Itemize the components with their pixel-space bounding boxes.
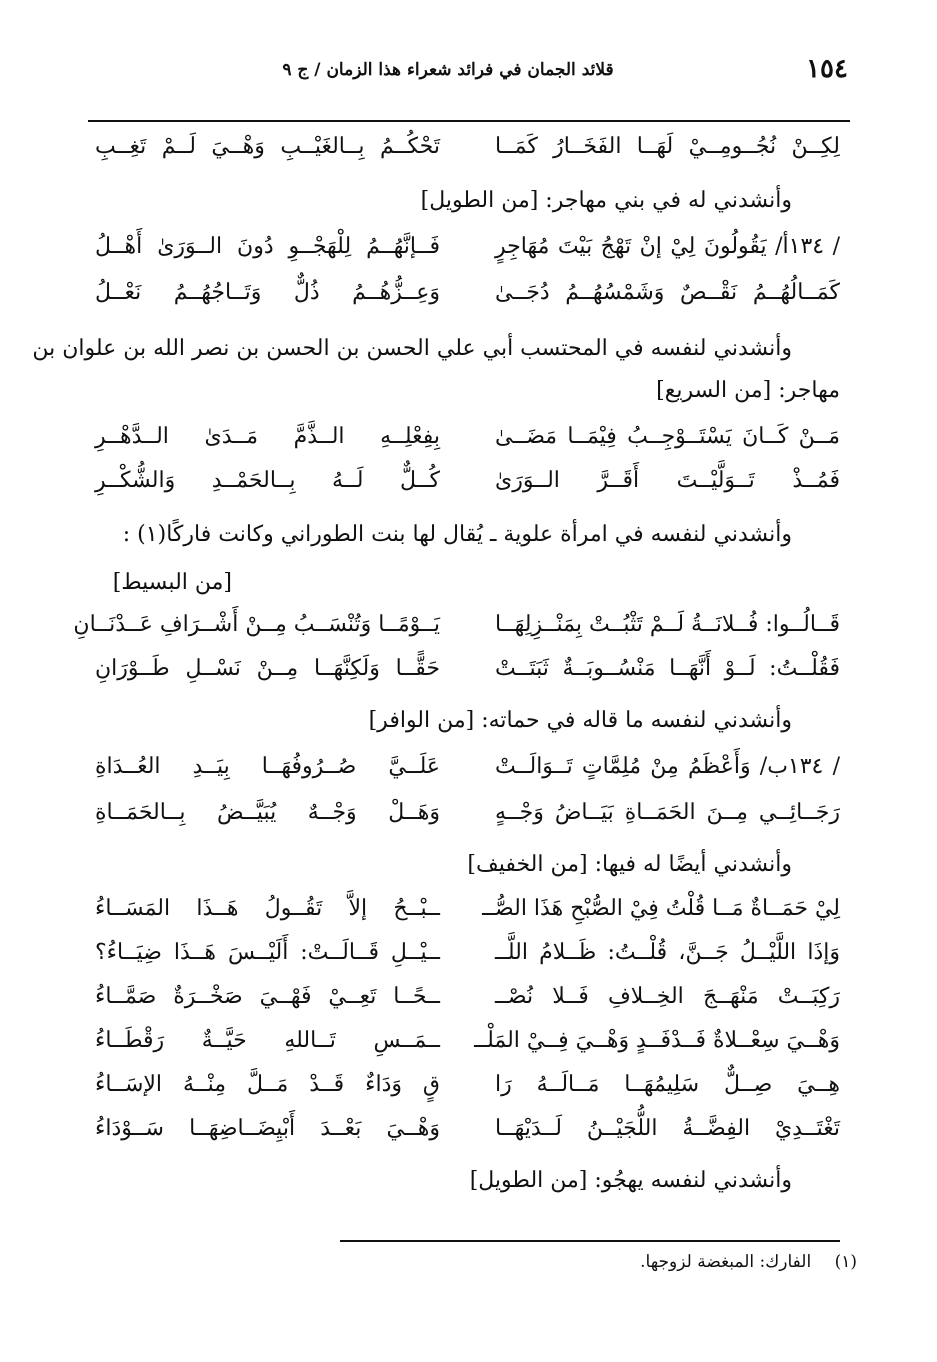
verse-line: [95, 1072, 840, 1104]
verse-second-hemistich: وَعِــزُّهُــمُ ذُلٌّ وَتَــاجُهُــمُ نَعْــلُ: [95, 280, 440, 305]
verse-second-hemistich: ــمَــسِ تَــاللهِ حَيَّــةٌ رَقْطَــاءُ: [95, 1028, 440, 1053]
verse-first-hemistich: وَإذَا اللَّيْــلُ جَــنَّ، قُلْــتُ: ظَــلامُ اللَّــ: [495, 940, 840, 965]
footnote: [640, 1252, 857, 1272]
verse-second-hemistich: قٍ وَدَاءٌ قَــدْ مَــلَّ مِنْــهُ الإسَــاءُ: [95, 1072, 440, 1097]
verse-first-hemistich: هِــيَ صِــلٌّ سَلِيمُهَــا مَــالَــهُ رَا: [495, 1072, 840, 1097]
verse-second-hemistich: عَلَــيَّ صُــرُوفُهَــا بِيَــدِ العُــدَاةِ: [95, 754, 440, 779]
verse-second-hemistich: حَقًّــا وَلَكِنَّهَــا مِــنْ نَسْــلِ طَــوْرَانِ: [95, 656, 440, 681]
verse-first-hemistich: قَــالُــوا: فُــلانَــةُ لَــمْ تَثْبُــتْ بِمَنْــزِلِهَــا: [495, 612, 840, 637]
verse-line: [95, 234, 840, 266]
verse-second-hemistich: ــحًــا تَعِــيْ فَهْــيَ صَخْــرَةٌ صَمَّــاءُ: [95, 984, 440, 1009]
verse-second-hemistich: وَهَــلْ وَجْــهٌ يُبَيَّــضُ بِــالحَمَــاةِ: [95, 800, 440, 825]
verse-second-hemistich: تَحْكُــمُ بِــالغَيْــبِ وَهْــيَ لَــمْ تَغِــبِ: [95, 134, 440, 159]
verse-first-hemistich: فَمُــذْ تَــوَلَّيْــتَ أَقَــرَّ الــوَرَىٰ: [495, 468, 840, 493]
prose-line: وأنشدني له في بني مهاجر: [من الطويل]: [420, 188, 792, 213]
verse-line: [95, 1116, 840, 1148]
prose-line: وأنشدني أيضًا له فيها: [من الخفيف]: [467, 852, 792, 877]
verse-line: [95, 424, 840, 456]
prose-line: وأنشدني لنفسه يهجُو: [من الطويل]: [469, 1168, 792, 1193]
verse-line: [95, 1028, 840, 1060]
verse-second-hemistich: ــبْــحُ إلاَّ تَقُــولُ هَــذَا المَسَــاءُ: [95, 896, 440, 921]
verse-line: [95, 984, 840, 1016]
footnote-rule: [340, 1240, 840, 1242]
verse-second-hemistich: كُــلٌّ لَــهُ بِــالحَمْــدِ وَالشُّكْــرِ: [95, 468, 440, 493]
verse-first-hemistich: / ١٣٤ب/ وَأَعْظَمُ مِنْ مُلِمَّاتٍ تَــوَالَــتْ: [495, 754, 840, 779]
prose-line: مهاجر: [من السريع]: [656, 378, 840, 403]
running-title: قلائد الجمان في فرائد شعراء هذا الزمان / ج ٩: [282, 60, 614, 80]
footnote-text: الفارك: المبغضة لزوجها.: [640, 1252, 812, 1272]
header-rule: [88, 120, 850, 122]
page-header: [88, 54, 848, 98]
prose-line: وأنشدني لنفسه في المحتسب أبي علي الحسن بن الحسن بن نصر الله بن علوان بن: [32, 336, 792, 361]
prose-line: وأنشدني لنفسه في امرأة علوية ـ يُقال لها بنت الطوراني وكانت فاركًا(١) :: [122, 522, 792, 547]
page-number: ١٥٤: [806, 54, 848, 84]
verse-second-hemistich: فَــإنَّهُــمُ لِلْهَجْــوِ دُونَ الــوَرَىٰ أَهْــلُ: [95, 234, 440, 259]
verse-first-hemistich: لِكِــنْ نُجُــومِــيْ لَهَــا الفَخَــارُ كَمَــا: [495, 134, 840, 159]
verse-second-hemistich: وَهْــيَ بَعْــدَ أَبْيِضَــاضِهَــا سَــوْدَاءُ: [95, 1116, 440, 1141]
verse-line: [95, 754, 840, 786]
verse-first-hemistich: فَقُلْــتُ: لَــوْ أَنَّهَــا مَنْسُــوبَــةٌ ثَبَتَــتْ: [495, 656, 840, 681]
prose-line: وأنشدني لنفسه ما قاله في حماته: [من الوافر]: [368, 708, 792, 733]
verse-second-hemistich: بِفِعْلِــهِ الــذَّمَّ مَــدَىٰ الــدَّهْــرِ: [95, 424, 440, 449]
verse-first-hemistich: لِيْ حَمَــاةٌ مَــا قُلْتُ فِيْ الصُّبْحِ هَذَا الصُّــ: [482, 896, 840, 921]
verse-first-hemistich: كَمَــالُهُــمُ نَقْــصٌ وَشَمْسُهُــمُ دُجَــىٰ: [495, 280, 840, 305]
verse-first-hemistich: مَــنْ كَــانَ يَسْتَــوْجِــبُ فِيْمَــا مَضَــىٰ: [495, 424, 840, 449]
footnote-number: (١): [834, 1252, 857, 1272]
verse-line: [95, 134, 840, 166]
verse-line: [95, 656, 840, 688]
verse-first-hemistich: رَجَــائِــي مِــنَ الحَمَــاةِ بَيَــاضُ وَجْــهٍ: [495, 800, 840, 825]
verse-second-hemistich: ــيْــلِ قَــالَــتْ: أَلَيْــسَ هَــذَا ضِيَــاءُ؟: [95, 940, 440, 965]
verse-first-hemistich: تَغْتَــدِيْ الفِضَّــةُ اللُّجَيْــنُ لَــدَيْهَــا: [495, 1116, 840, 1141]
verse-line: [95, 468, 840, 500]
verse-first-hemistich: رَكِبَــتْ مَنْهَــجَ الخِــلافِ فَــلا نُصْــ: [495, 984, 840, 1009]
verse-line: [73, 612, 840, 644]
verse-second-hemistich: يَــوْمًــا وَتُنْسَــبُ مِــنْ أَشْــرَافِ عَــدْنَــانِ: [73, 612, 440, 637]
meter-label: [من البسيط]: [112, 570, 232, 595]
verse-line: [95, 280, 840, 312]
verse-line: [95, 800, 840, 832]
verse-line: [95, 940, 840, 972]
verse-first-hemistich: / ١٣٤أ/ يَقُولُونَ لِيْ إنْ تَهْجُ بَيْتَ مُهَاجِرٍ: [495, 234, 840, 259]
verse-first-hemistich: وَهْــيَ سِعْــلاةٌ فَــدْفَــدٍ وَهْــيَ فِــيْ المَلْــ: [474, 1028, 840, 1053]
verse-line: [95, 896, 840, 928]
